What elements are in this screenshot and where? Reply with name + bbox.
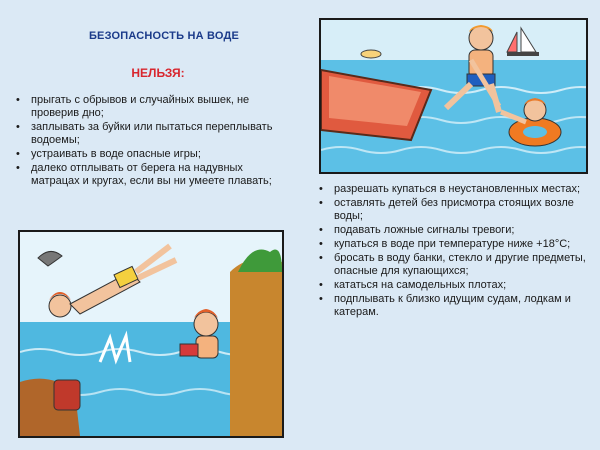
list-item: • подавать ложные сигналы тревоги;	[319, 224, 515, 236]
page-title: БЕЗОПАСНОСТЬ НА ВОДЕ	[88, 30, 240, 42]
list-item: • подплывать к близко идущим судам, лодкам и катерам.	[319, 293, 571, 318]
list-item: • оставлять детей без присмотра стоящих возле воды;	[319, 197, 574, 222]
list-item: • заплывать за буйки или пытаться переплывать водоемы;	[16, 121, 273, 146]
bullet-icon: •	[16, 94, 20, 106]
bullet-icon: •	[16, 121, 20, 133]
bullet-icon: •	[16, 162, 20, 174]
list-item: • кататься на самодельных плотах;	[319, 279, 507, 291]
bullet-icon: •	[319, 197, 323, 209]
list-item: • бросать в воду банки, стекло и другие предметы, опасные для купающихся;	[319, 252, 586, 277]
forbidden-list-left	[14, 94, 284, 189]
bullet-icon: •	[319, 279, 323, 291]
forbidden-heading: НЕЛЬЗЯ:	[131, 66, 185, 80]
bullet-icon: •	[319, 224, 323, 236]
forbidden-list-right	[317, 183, 589, 320]
diving-kids-illustration	[18, 230, 284, 438]
boat-rescue-illustration	[319, 18, 588, 174]
bullet-icon: •	[16, 148, 20, 160]
list-item: • разрешать купаться в неустановленных местах;	[319, 183, 581, 195]
bullet-icon: •	[319, 183, 323, 195]
bullet-icon: •	[319, 238, 323, 250]
list-item: • купаться в воде при температуре ниже +18°С;	[319, 238, 571, 250]
list-item: • устраивать в воде опасные игры;	[16, 148, 201, 160]
bullet-icon: •	[319, 252, 323, 264]
bullet-icon: •	[319, 293, 323, 305]
list-item: • прыгать с обрывов и случайных вышек, не проверив дно;	[16, 94, 250, 119]
list-item: • далеко отплывать от берега на надувных матрацах и кругах, если вы ни умеете плавать;	[16, 162, 272, 187]
